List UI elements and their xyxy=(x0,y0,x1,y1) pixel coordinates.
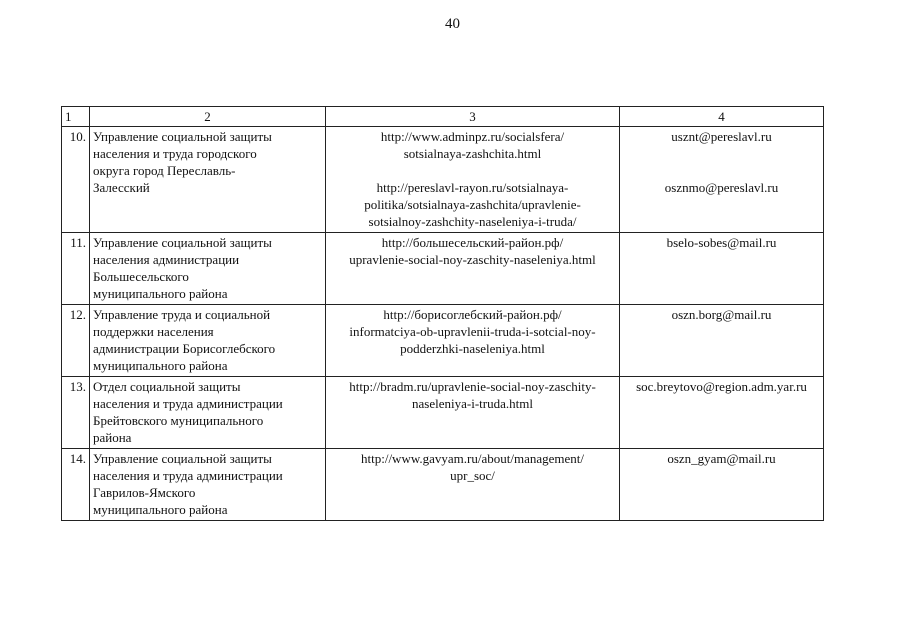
organization-name-line: населения и труда администрации xyxy=(93,396,283,411)
website-url-line: naseleniya-i-truda.html xyxy=(412,396,533,411)
table-header-row xyxy=(62,107,824,127)
table-row xyxy=(62,305,824,377)
header-cell-4: 4 xyxy=(620,107,824,127)
website-cell xyxy=(326,449,620,521)
row-number: 13. xyxy=(62,377,90,449)
row-number: 14. xyxy=(62,449,90,521)
organization-name-line: населения и труда администрации xyxy=(93,468,283,483)
organization-name-line: Большесельского xyxy=(93,269,189,284)
website-cell xyxy=(326,377,620,449)
organization-name-cell xyxy=(90,233,326,305)
organization-name-line: муниципального района xyxy=(93,286,228,301)
row-number: 10. xyxy=(62,127,90,233)
organization-name-line: Гаврилов-Ямского xyxy=(93,485,196,500)
website-url-line: informatciya-ob-upravlenii-truda-i-sotcial-noy- xyxy=(349,324,596,339)
email-address: usznt@pereslavl.ru xyxy=(671,129,772,144)
website-url-line: http://pereslavl-rayon.ru/sotsialnaya- xyxy=(376,180,569,195)
email-address: bselo-sobes@mail.ru xyxy=(666,235,777,250)
organization-name-line: поддержки населения xyxy=(93,324,214,339)
email-address: soc.breytovo@region.adm.yar.ru xyxy=(636,379,807,394)
table-row xyxy=(62,127,824,233)
website-url-line: podderzhki-naseleniya.html xyxy=(400,341,545,356)
organization-name-line: Отдел социальной защиты xyxy=(93,379,241,394)
organization-name-cell xyxy=(90,127,326,233)
website-url-line: upr_soc/ xyxy=(450,468,495,483)
website-url-line: http://большесельский-район.рф/ xyxy=(381,235,564,250)
header-cell-3: 3 xyxy=(326,107,620,127)
organization-name-line: Брейтовского муниципального xyxy=(93,413,264,428)
page-number: 40 xyxy=(445,16,460,32)
email-cell xyxy=(620,305,824,377)
organization-name-line: муниципального района xyxy=(93,502,228,517)
header-cell-2: 2 xyxy=(90,107,326,127)
email-address: oszn_gyam@mail.ru xyxy=(667,451,776,466)
email-address: oszn.borg@mail.ru xyxy=(671,307,772,322)
organization-name-line: Управление социальной защиты xyxy=(93,451,272,466)
email-cell xyxy=(620,377,824,449)
organization-name-cell xyxy=(90,449,326,521)
organization-name-line: населения администрации xyxy=(93,252,240,267)
website-cell xyxy=(326,305,620,377)
organization-name-line: Залесский xyxy=(93,180,150,195)
email-cell xyxy=(620,233,824,305)
organization-name-line: Управление социальной защиты xyxy=(93,235,272,250)
organization-name-line: населения и труда городского xyxy=(93,146,257,161)
email-cell xyxy=(620,127,824,233)
website-url-line: politika/sotsialnaya-zashchita/upravlenie- xyxy=(364,197,581,212)
website-url-line: http://борисоглебский-район.рф/ xyxy=(383,307,562,322)
email-address: osznmo@pereslavl.ru xyxy=(664,180,779,195)
website-url-line: http://www.adminpz.ru/socialsfera/ xyxy=(380,129,565,144)
organization-name-line: администрации Борисоглебского xyxy=(93,341,276,356)
website-url-line: sotsialnaya-zashchita.html xyxy=(403,146,542,161)
organization-name-line: муниципального района xyxy=(93,358,228,373)
website-url-line: http://www.gavyam.ru/about/management/ xyxy=(361,451,584,466)
website-url-line: http://bradm.ru/upravlenie-social-noy-zaschity- xyxy=(349,379,596,394)
table-row xyxy=(62,449,824,521)
header-cell-1: 1 xyxy=(62,107,90,127)
table-row xyxy=(62,233,824,305)
organization-name-line: Управление социальной защиты xyxy=(93,129,272,144)
organization-name-line: Управление труда и социальной xyxy=(93,307,271,322)
organization-name-cell xyxy=(90,305,326,377)
website-cell xyxy=(326,233,620,305)
row-number: 11. xyxy=(62,233,90,305)
spacer xyxy=(329,162,616,179)
website-cell xyxy=(326,127,620,233)
spacer xyxy=(623,162,820,179)
organizations-table xyxy=(61,106,824,521)
organization-name-line: района xyxy=(93,430,132,445)
organization-name-line: округа город Переславль- xyxy=(93,163,236,178)
spacer xyxy=(623,145,820,162)
website-url-line: sotsialnoy-zashchity-naseleniya-i-truda/ xyxy=(368,214,577,229)
website-url-line: upravlenie-social-noy-zaschity-naseleniya.html xyxy=(349,252,596,267)
row-number: 12. xyxy=(62,305,90,377)
email-cell xyxy=(620,449,824,521)
table-row xyxy=(62,377,824,449)
organization-name-cell xyxy=(90,377,326,449)
